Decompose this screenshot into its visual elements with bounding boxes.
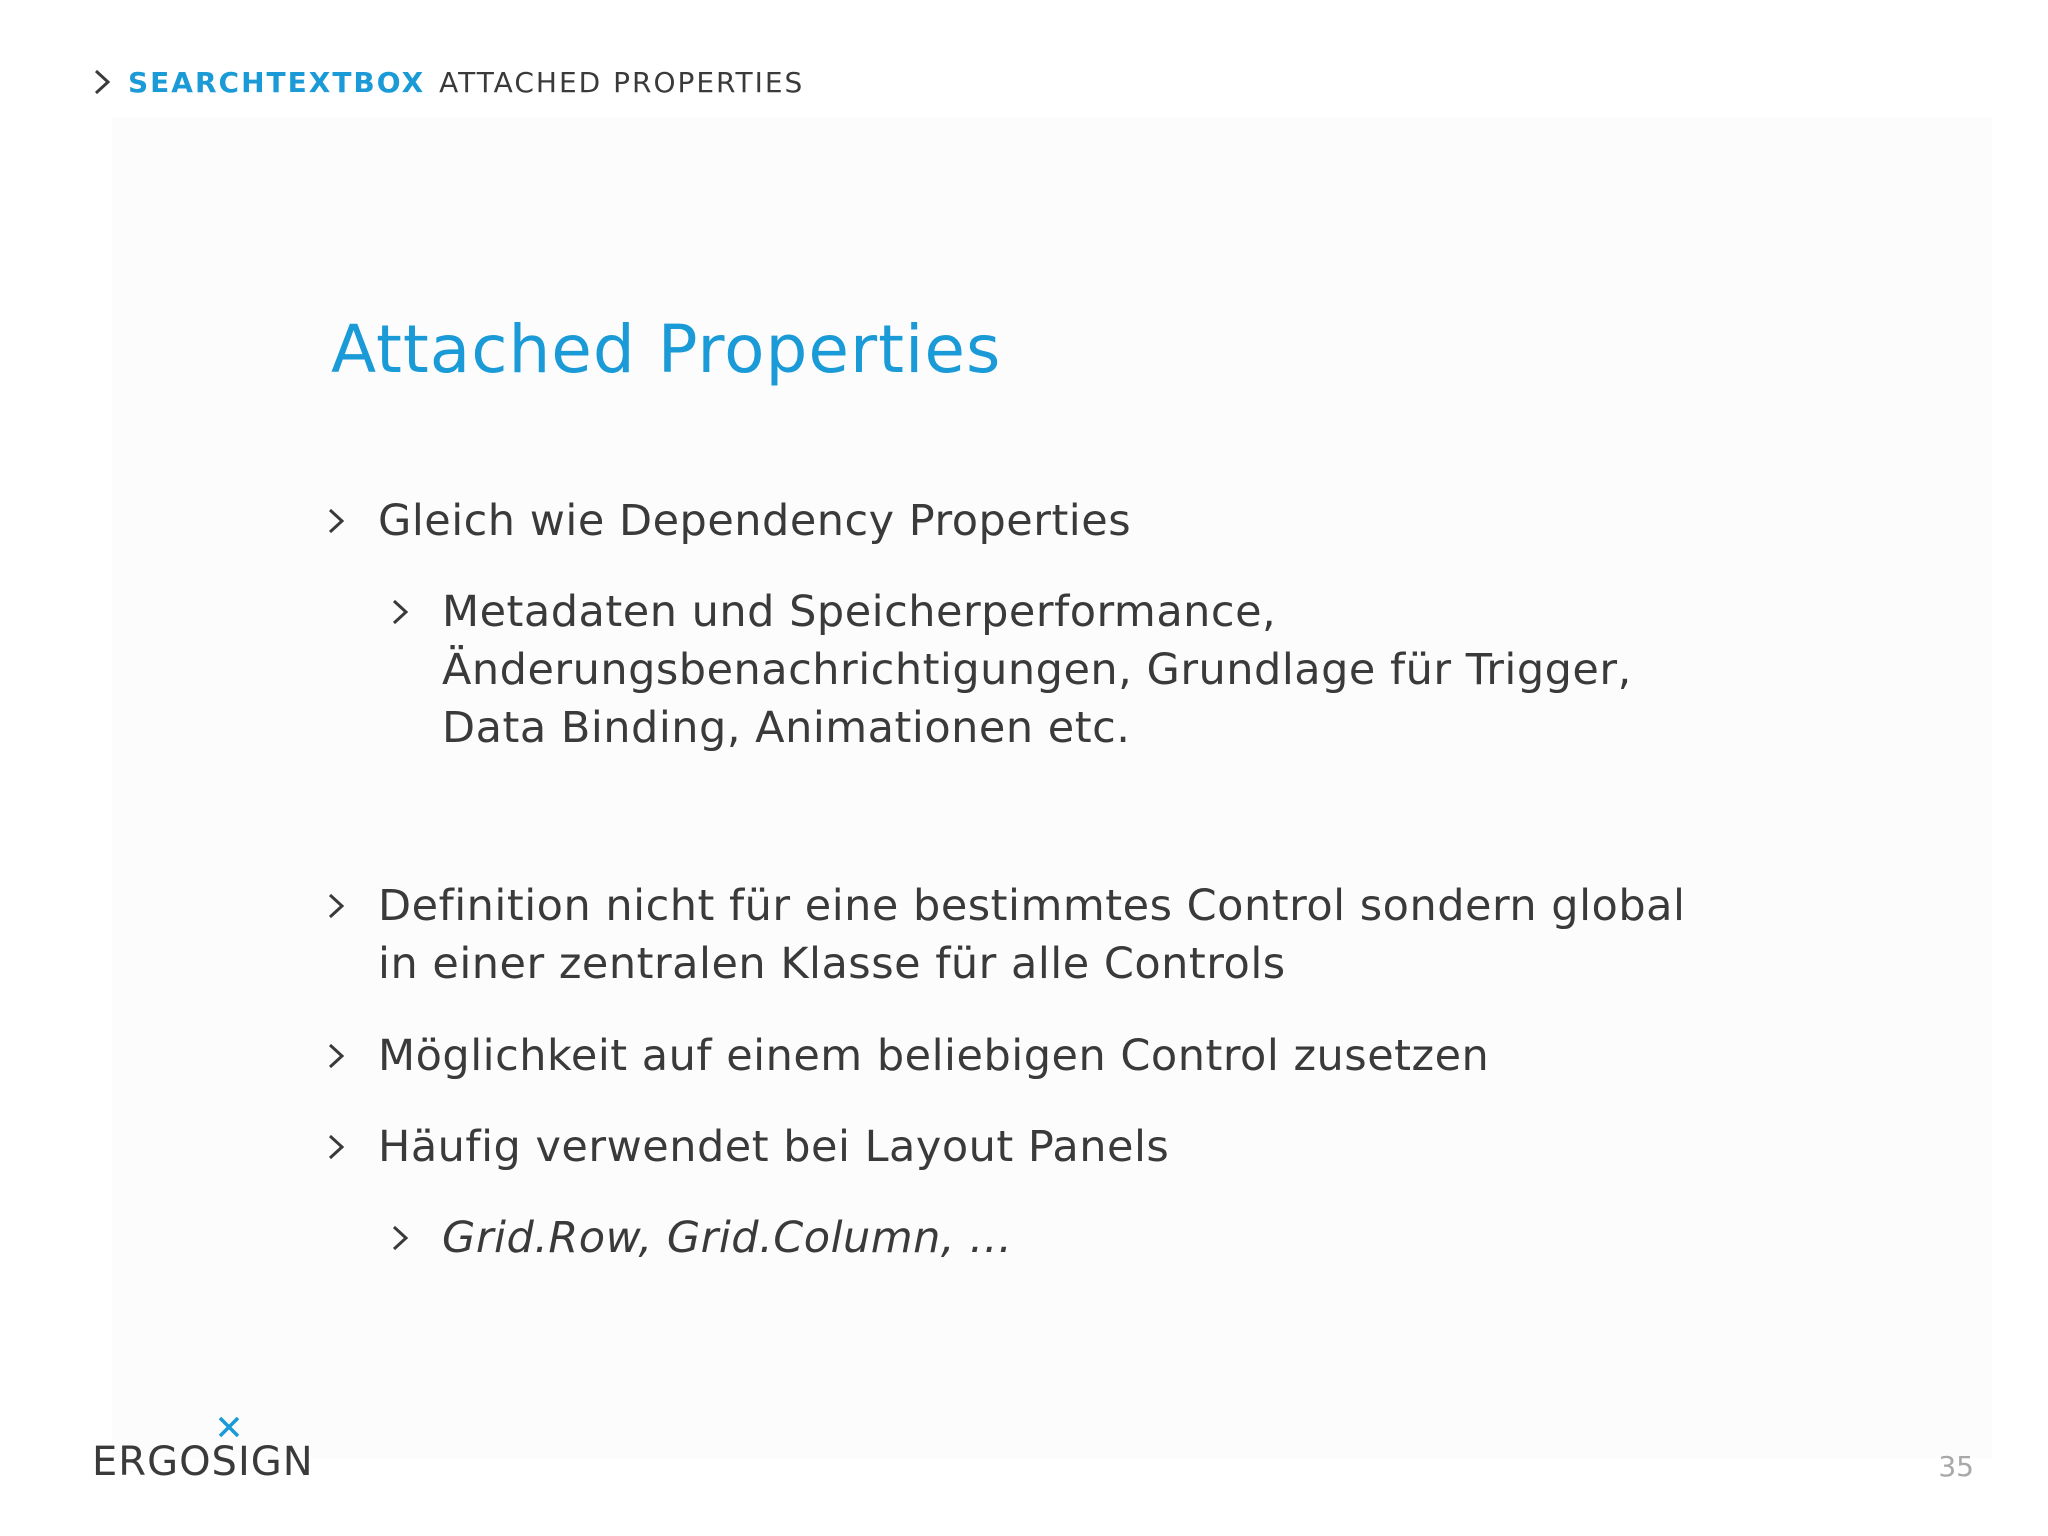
breadcrumb <box>90 62 804 102</box>
bullet-line: Metadaten und Speicherperformance, <box>442 587 1277 637</box>
bullet-text <box>390 583 1632 757</box>
bullet-item <box>326 1027 1489 1085</box>
chevron-right-icon <box>390 1223 412 1253</box>
bullet-text: Gleich wie Dependency Properties <box>378 496 1132 546</box>
bullet-item <box>326 1118 1169 1176</box>
ergosign-logo <box>92 1414 314 1485</box>
bullet-item <box>326 877 1685 993</box>
page-number: 35 <box>1938 1450 1974 1483</box>
chevron-right-icon <box>326 1041 348 1071</box>
sub-bullet-item <box>390 583 1632 757</box>
bullet-line: in einer zentralen Klasse für alle Controls <box>378 939 1286 989</box>
bullet-line: Data Binding, Animationen etc. <box>442 703 1131 753</box>
bullet-text <box>326 877 1685 993</box>
x-mark-icon <box>216 1414 242 1440</box>
chevron-right-icon <box>326 506 348 536</box>
bullet-text: Grid.Row, Grid.Column, … <box>442 1213 1013 1263</box>
bullet-line: Definition nicht für eine bestimmtes Control sondern global <box>378 881 1686 931</box>
chevron-right-icon <box>326 1132 348 1162</box>
bullet-item <box>326 492 1131 550</box>
page-title: Attached Properties <box>331 311 1002 388</box>
bullet-text: Häufig verwendet bei Layout Panels <box>378 1122 1170 1172</box>
chevron-right-icon <box>326 891 348 921</box>
sub-bullet-item <box>390 1209 1013 1267</box>
logo-wordmark: ERGOSIGN <box>92 1439 314 1485</box>
chevron-right-icon <box>90 67 116 97</box>
breadcrumb-section: SEARCHTEXTBOX <box>128 65 426 99</box>
bullet-text: Möglichkeit auf einem beliebigen Control zusetzen <box>378 1031 1490 1081</box>
bullet-line: Änderungsbenachrichtigungen, Grundlage für Trigger, <box>442 645 1632 695</box>
chevron-right-icon <box>390 597 412 627</box>
breadcrumb-page: ATTACHED PROPERTIES <box>439 65 805 99</box>
